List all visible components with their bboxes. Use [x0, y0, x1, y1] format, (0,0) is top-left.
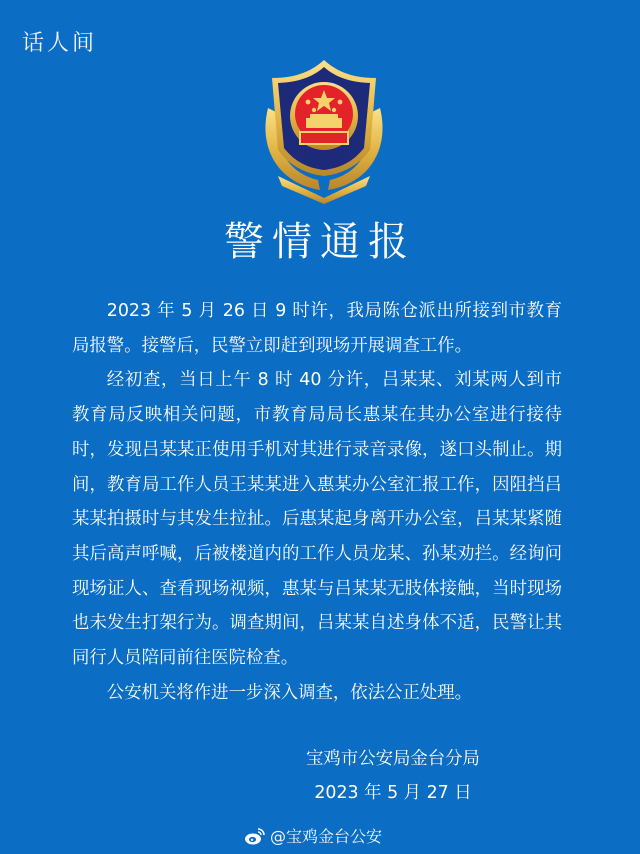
paragraph-follow-up: 公安机关将作进一步深入调查，依法公正处理。	[106, 682, 473, 703]
signature-block	[295, 742, 491, 810]
page-title: 警情通报	[224, 219, 416, 265]
paragraph-investigation-findings: 经初查，当日上午 8 时 40 分许，吕某某、刘某两人到市教育局反映相关问题，市教育局局长惠某在其办公室进行接待时，发现吕某某正使用手机对其进行录音录像，遂口头制止。期间，教育局工作人员王某某进入惠某办公室汇报工作，因阻挡吕某某拍摄时与其发生拉扯。后惠某起身离开办公室，吕某某紧随其后高声呼喊，后被楼道内的工作人员龙某、孙某劝拦。经询问现场证人、查看现场视频，惠某与吕某某无肢体接触，当时现场也未发生打架行为。调查期间，吕某某自述身体不适，民警让其同行人员陪同前往医院检查。	[72, 370, 562, 669]
weibo-icon	[244, 826, 266, 846]
watermark-text: 话人间	[22, 31, 98, 56]
source-credit	[244, 824, 382, 847]
paragraph-report-received: 2023 年 5 月 26 日 9 时许，我局陈仓派出所接到市教育局报警。接警后，民警立即赶到现场开展调查工作。	[72, 301, 562, 356]
weibo-handle[interactable]: @宝鸡金台公安	[270, 827, 383, 846]
police-badge-icon	[258, 58, 390, 204]
report-body	[72, 294, 562, 710]
issuer-name: 宝鸡市公安局金台分局	[306, 749, 480, 769]
issue-date: 2023 年 5 月 27 日	[314, 783, 472, 803]
